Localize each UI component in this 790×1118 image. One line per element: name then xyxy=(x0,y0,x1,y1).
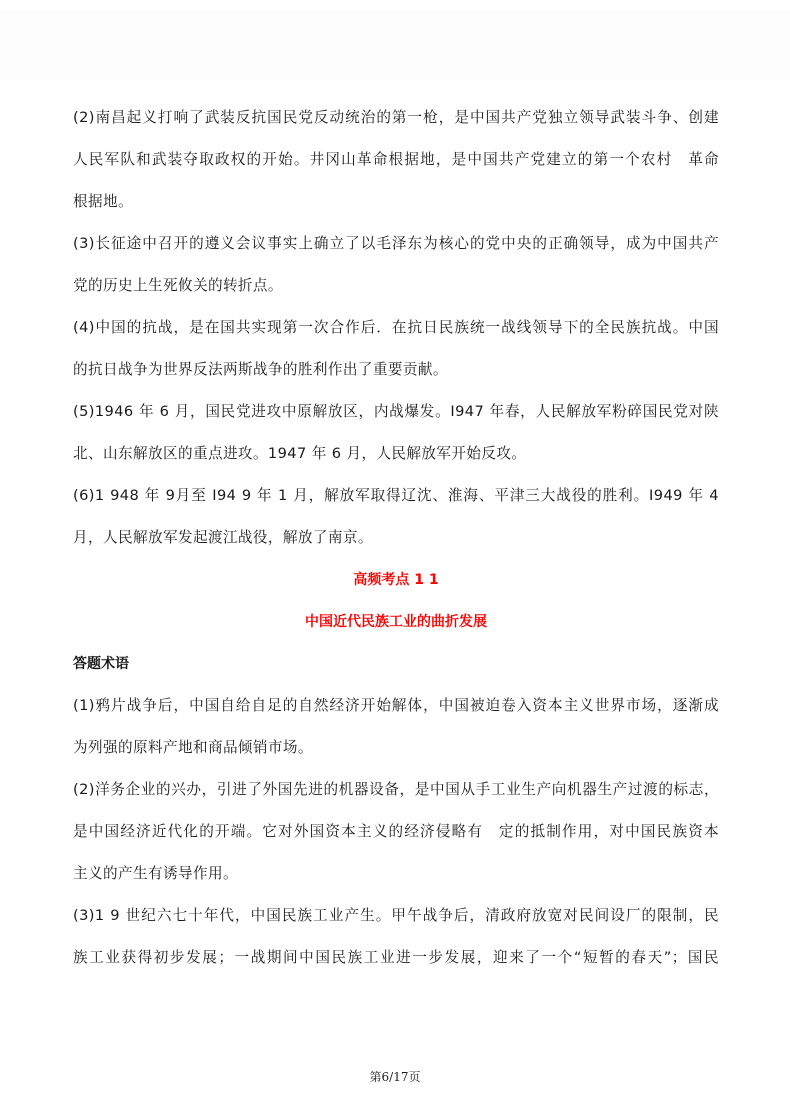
page-indicator: 第6/17页 xyxy=(369,1070,421,1084)
text-line: 主义的产生有诱导作用。 xyxy=(73,865,238,882)
text-line: (2)洋务企业的兴办，引进了外国先进的机器设备，是中国从手工业生产向机器生产过渡的标志， xyxy=(73,781,719,798)
paragraph-3-national-industry xyxy=(73,898,719,982)
paragraph-5-civil-war xyxy=(73,394,719,478)
answer-terms-label: 答题术语 xyxy=(73,656,129,672)
section-title: 高频考点 1 1 xyxy=(353,572,439,588)
text-line: 的抗日战争为世界反法两斯战争的胜利作出了重要贡献。 xyxy=(73,361,448,378)
document-page xyxy=(73,100,719,982)
text-line: 根据地。 xyxy=(73,193,133,210)
paragraph-2-westernization xyxy=(73,772,719,898)
text-line: (3)长征途中召开的遵义会议事实上确立了以毛泽东为核心的党中央的正确领导，成为中国共产 xyxy=(73,235,719,252)
text-line: 为列强的原料产地和商品倾销市场。 xyxy=(73,739,313,756)
text-line: 是中国经济近代化的开端。它对外国资本主义的经济侵略有 定的抵制作用，对中国民族资本 xyxy=(73,823,719,840)
paragraph-6-three-campaigns xyxy=(73,478,719,562)
paragraph-4-war-of-resistance xyxy=(73,310,719,394)
text-line: (2)南昌起义打响了武装反抗国民党反动统治的第一枪，是中国共产党独立领导武装斗争、创建 xyxy=(73,109,719,126)
text-line: (4)中国的抗战，是在国共实现第一次合作后．在抗日民族统一战线领导下的全民族抗战。中国 xyxy=(73,319,719,336)
paragraph-3-zunyi xyxy=(73,226,719,310)
paragraph-1-opium-war xyxy=(73,688,719,772)
section-subtitle: 中国近代民族工业的曲折发展 xyxy=(305,614,487,630)
text-line: 月，人民解放军发起渡江战役，解放了南京。 xyxy=(73,529,373,546)
text-line: 人民军队和武装夺取政权的开始。井冈山革命根据地，是中国共产党建立的第一个农村 革命 xyxy=(73,151,719,168)
page-top-margin xyxy=(0,10,790,80)
text-line: (3)1 9 世纪六七十年代，中国民族工业产生。甲午战争后，清政府放宽对民间设厂的限制，民 xyxy=(73,907,719,924)
text-line: (6)1 948 年 9月至 I94 9 年 1 月，解放军取得辽沈、淮海、平津三大战役的胜利。I949 年 4 xyxy=(73,487,719,504)
paragraph-2-nanchang xyxy=(73,100,719,226)
text-line: 北、山东解放区的重点进攻。1947 年 6 月，人民解放军开始反攻。 xyxy=(73,445,527,462)
text-line: 族工业获得初步发展；一战期间中国民族工业进一步发展，迎来了一个“短暂的春天”；国民 xyxy=(73,949,719,966)
text-line: (5)1946 年 6 月，国民党进攻中原解放区，内战爆发。I947 年春，人民解放军粉碎国民党对陕 xyxy=(73,403,719,420)
text-line: (1)鸦片战争后，中国自给自足的自然经济开始解体，中国被迫卷入资本主义世界市场，逐渐成 xyxy=(73,697,719,714)
text-line: 党的历史上生死攸关的转折点。 xyxy=(73,277,283,294)
